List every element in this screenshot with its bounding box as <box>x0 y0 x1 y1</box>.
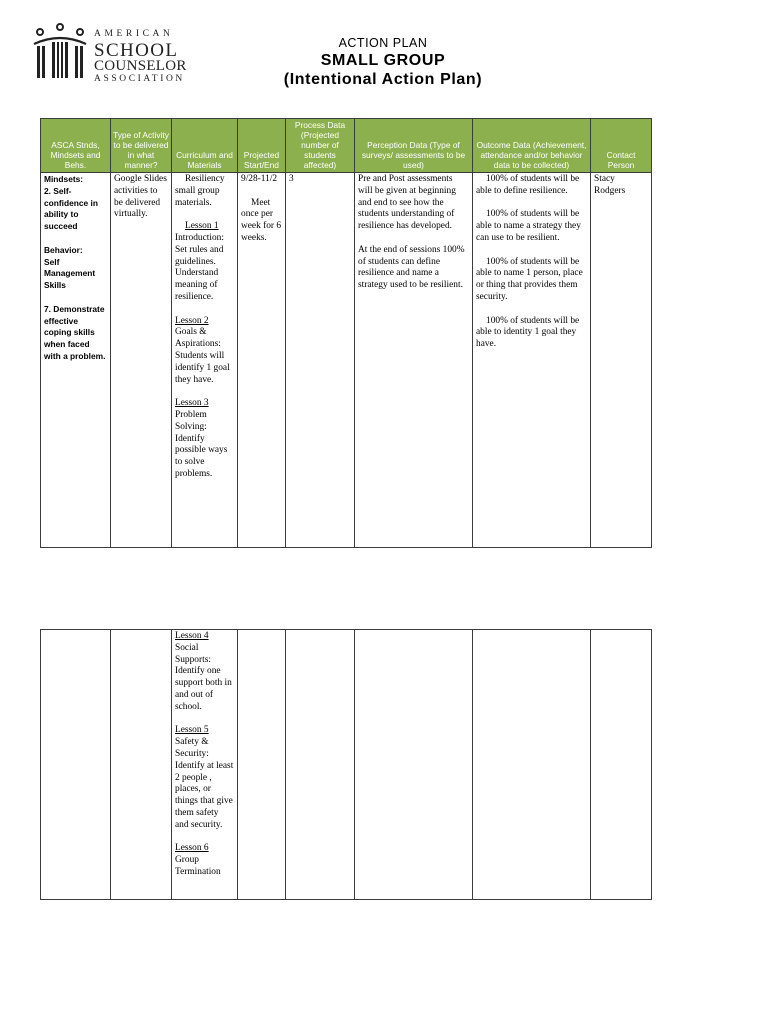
standard-item-7: 7. Demonstrate effective coping skills when faced with a problem. <box>44 303 106 361</box>
column-header: Type of Activity to be delivered in what manner? <box>111 119 172 173</box>
outcome-text-3: 100% of students will be able to name 1 person, place or thing that provides them security. <box>476 256 583 302</box>
title-action-plan: ACTION PLAN <box>338 36 428 50</box>
perception-cell <box>355 630 473 900</box>
standards-cell <box>41 630 111 900</box>
table-row <box>41 173 652 548</box>
logo-line-american: AMERICAN <box>94 29 174 39</box>
activity-cell <box>111 173 172 548</box>
perception-text-2: At the end of sessions 100% of students can define resilience and name a strategy used to be resilient. <box>358 244 465 291</box>
table-row <box>41 630 652 900</box>
action-plan-table-continued <box>40 629 652 900</box>
column-header: Perception Data (Type of surveys/ assessments to be used) <box>355 119 473 173</box>
process-cell <box>286 630 355 900</box>
action-plan-table <box>40 118 652 548</box>
lesson-2-title: Lesson 2 <box>175 315 209 326</box>
logo-line-counselor: COUNSELOR <box>94 57 187 74</box>
outcome-text-1: 100% of students will be able to define resilience. <box>476 174 580 196</box>
curriculum-intro: Resiliency small group materials. <box>175 174 225 208</box>
behavior-label: Behavior: <box>44 244 83 255</box>
lesson-2-text: Goals & Aspirations: Students will identify 1 goal they have. <box>175 327 230 385</box>
contact-cell <box>591 630 652 900</box>
column-header: Process Data (Projected number of students affected) <box>286 119 355 173</box>
title-small-group: SMALL GROUP <box>320 52 446 69</box>
projected-cell <box>238 173 286 548</box>
mindsets-item: 2. Self-confidence in ability to succeed <box>44 185 98 232</box>
lesson-1-text: Introduction: Set rules and guidelines. Understand meaning of resilience. <box>175 232 224 302</box>
standards-cell <box>41 173 111 548</box>
table-header-row <box>41 119 652 173</box>
projected-cell <box>238 630 286 900</box>
outcome-text-2: 100% of students will be able to name a strategy they can use to be resilient. <box>476 209 581 243</box>
lesson-6-text: Group Termination <box>175 855 221 877</box>
lesson-3-text: Problem Solving: Identify possible ways to solve problems. <box>175 409 228 479</box>
curriculum-cell <box>172 630 238 900</box>
logo-line-school: SCHOOL <box>94 39 179 61</box>
lesson-3-title: Lesson 3 <box>175 398 209 409</box>
column-header: Contact Person <box>591 119 652 173</box>
lesson-4-title: Lesson 4 <box>175 631 209 641</box>
activity-text: Google Slides activities to be delivered virtually. <box>114 174 167 220</box>
lesson-6-title: Lesson 6 <box>175 843 209 854</box>
column-header: Curriculum and Materials <box>172 119 238 173</box>
curriculum-cell <box>172 173 238 548</box>
asca-logo-text <box>94 30 214 84</box>
mindsets-label: Mindsets: <box>44 174 84 184</box>
lesson-1-title: Lesson 1 <box>185 221 219 232</box>
column-header: ASCA Stnds, Mindsets and Behs. <box>41 119 111 173</box>
projected-dates: 9/28-11/2 <box>241 174 278 184</box>
outcome-text-4: 100% of students will be able to identity 1 goal they have. <box>476 315 580 350</box>
process-cell <box>286 173 355 548</box>
contact-person: Stacy Rodgers <box>594 174 626 196</box>
column-header: Projected Start/End <box>238 119 286 173</box>
behavior-item: Self Management Skills <box>44 256 96 291</box>
lesson-5-text: Safety & Security: Identify at least 2 people , places, or things that give them safety and security. <box>175 737 234 830</box>
document-titles <box>200 36 566 90</box>
outcome-cell <box>473 630 591 900</box>
column-header: Outcome Data (Achievement, attendance and/or behavior data to be collected) <box>473 119 591 173</box>
process-count: 3 <box>289 174 294 184</box>
title-intentional-action-plan: (Intentional Action Plan) <box>283 71 483 88</box>
outcome-cell <box>473 173 591 548</box>
asca-figures-icon <box>30 22 90 82</box>
perception-cell <box>355 173 473 548</box>
lesson-4-text: Social Supports: Identify one support both in and out of school. <box>175 642 232 712</box>
contact-cell <box>591 173 652 548</box>
activity-cell <box>111 630 172 900</box>
asca-logo <box>30 22 190 82</box>
projected-frequency: Meet once per week for 6 weeks. <box>241 197 282 243</box>
logo-line-association: ASSOCIATION <box>94 73 185 84</box>
perception-text-1: Pre and Post assessments will be given at beginning and end to see how the students understanding of resilience has developed. <box>358 174 456 232</box>
lesson-5-title: Lesson 5 <box>175 725 209 736</box>
